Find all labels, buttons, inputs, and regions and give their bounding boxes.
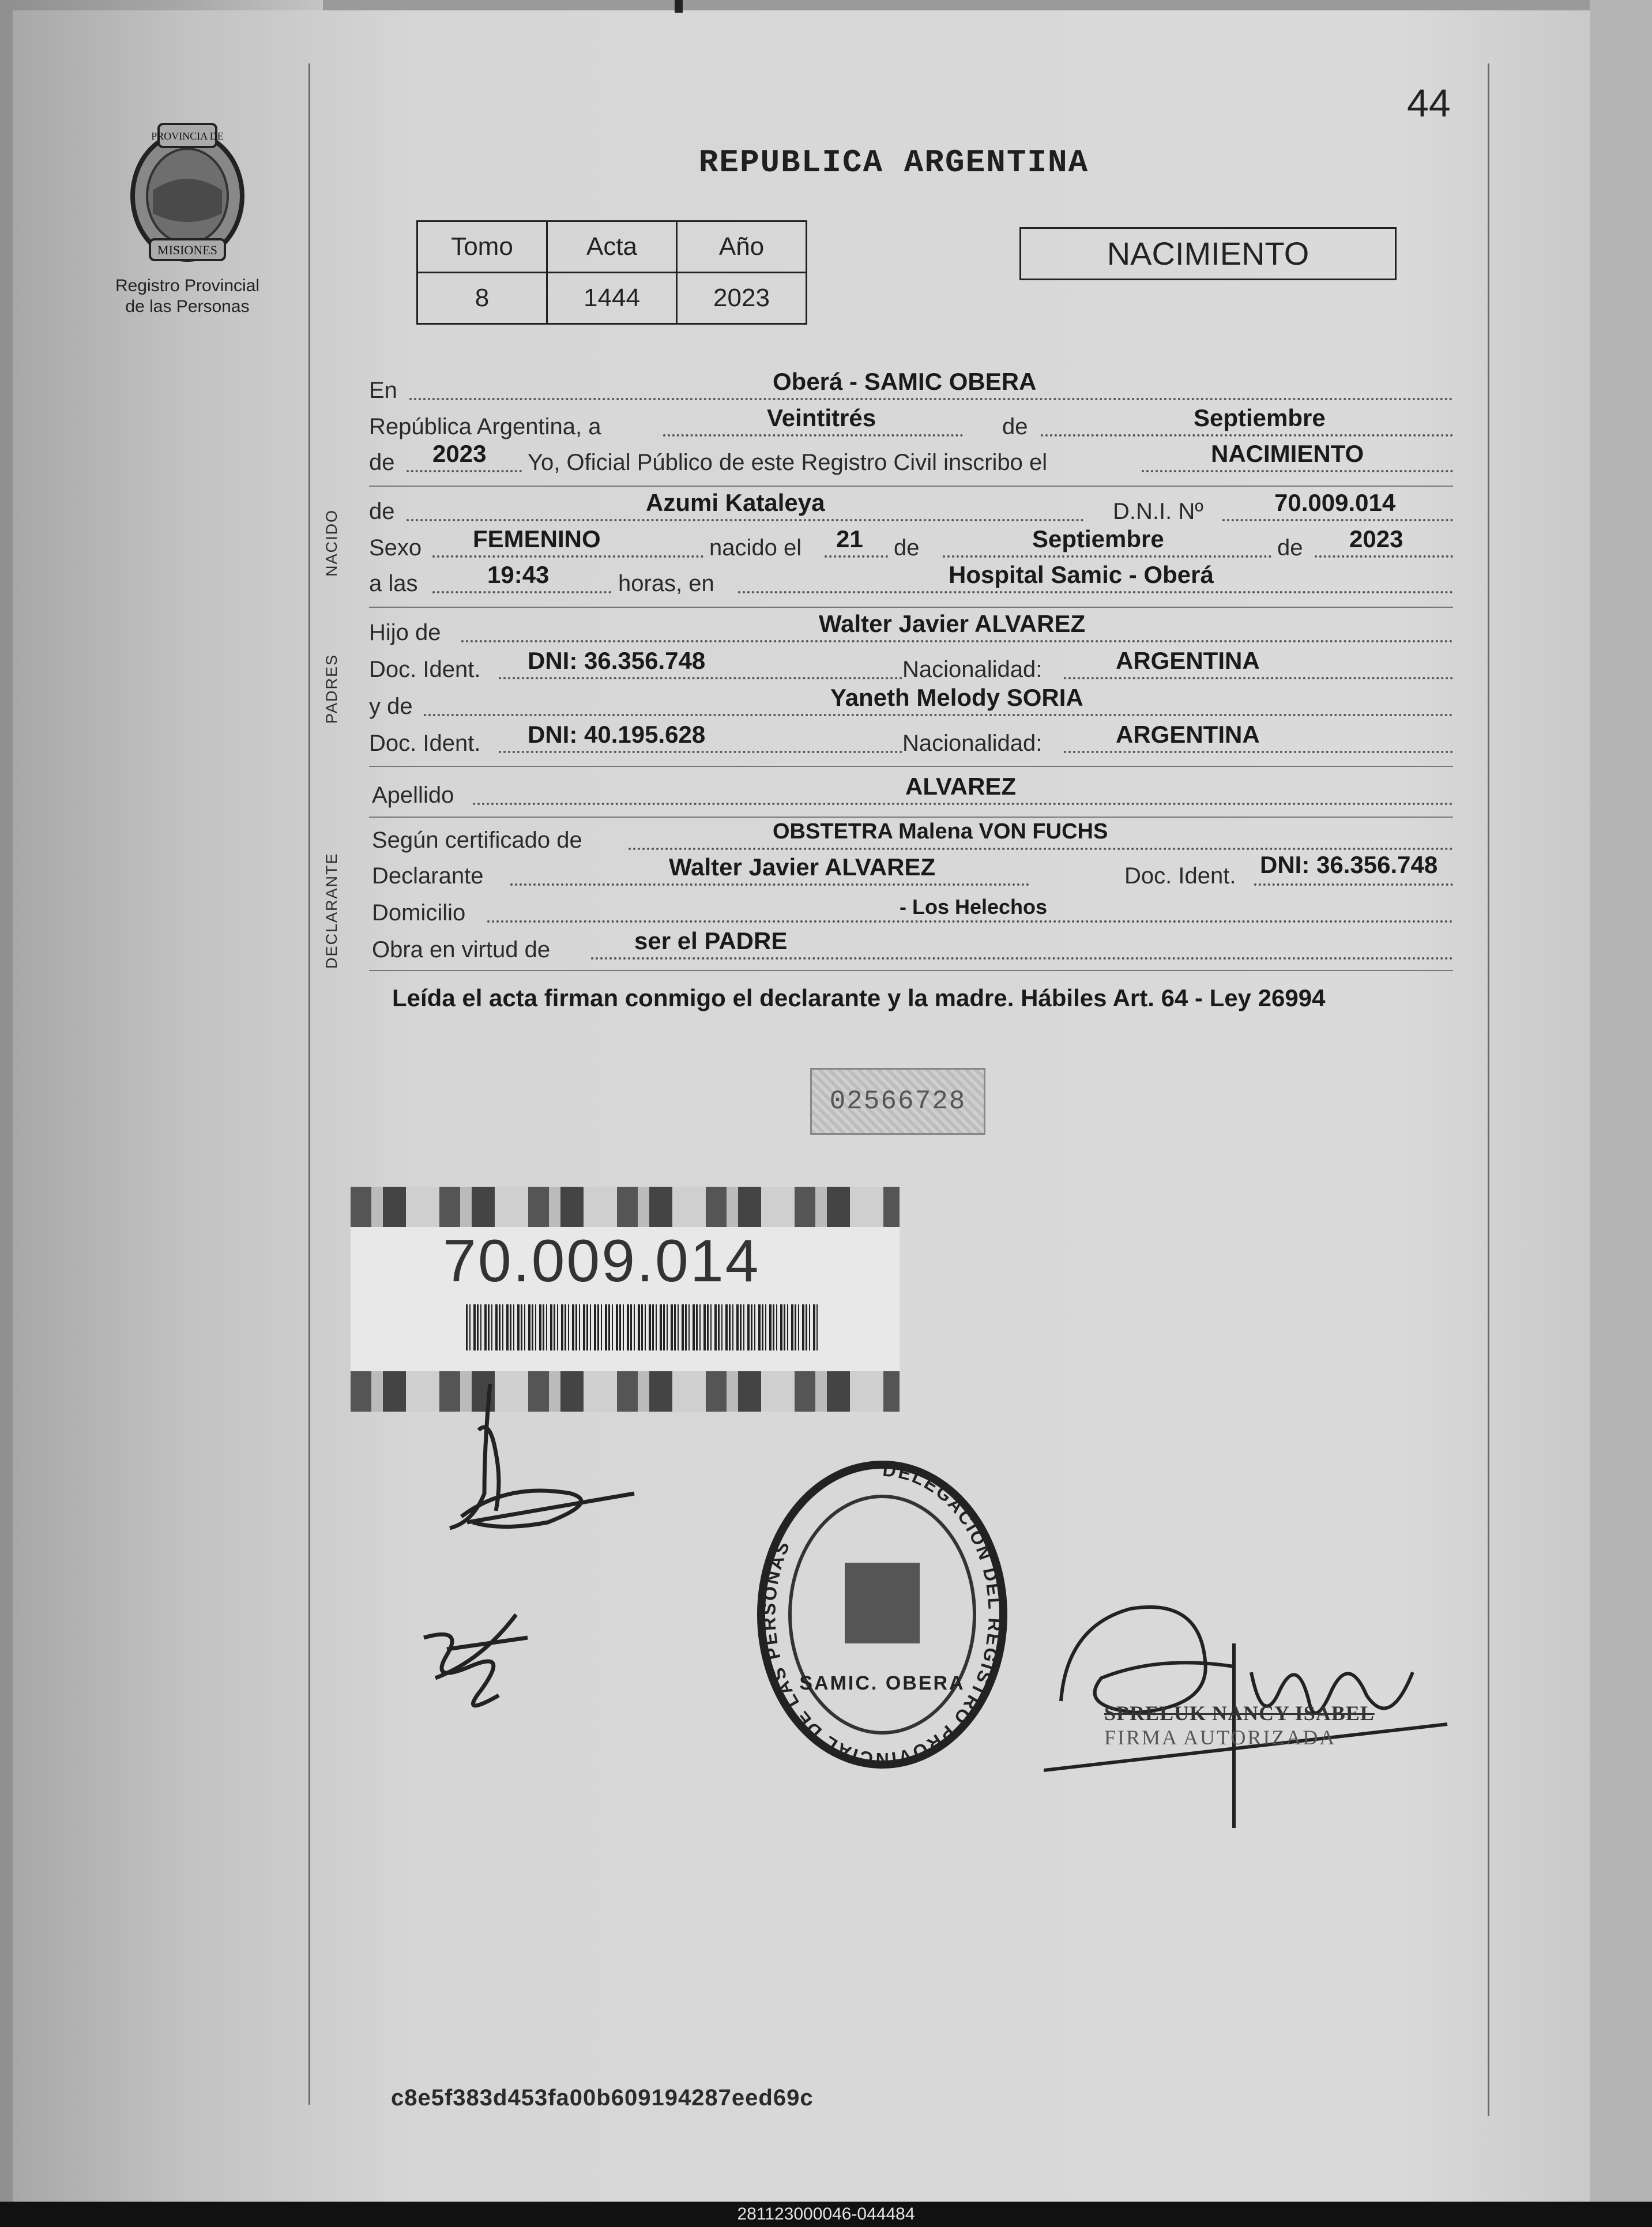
field-label: Yo, Oficial Público de este Registro Civil inscribo el bbox=[528, 450, 1048, 475]
document-page bbox=[13, 10, 1590, 2202]
field-value: 21 bbox=[836, 525, 863, 552]
field-value: NACIMIENTO bbox=[1211, 440, 1364, 467]
section-divider bbox=[369, 486, 1453, 487]
field-label: Doc. Ident. bbox=[369, 657, 481, 682]
table-cell: 1444 bbox=[547, 273, 677, 324]
field-label: y de bbox=[369, 694, 413, 719]
section-divider bbox=[369, 817, 1453, 818]
form-line bbox=[369, 369, 1453, 404]
signature-madre-icon bbox=[412, 1603, 539, 1724]
field-value: Hospital Samic - Oberá bbox=[949, 561, 1214, 588]
table-cell: 2023 bbox=[677, 273, 807, 324]
field-value: ser el PADRE bbox=[634, 927, 788, 954]
section-divider bbox=[369, 970, 1453, 971]
serial-stamp: 02566728 bbox=[810, 1068, 985, 1135]
field-value: ARGENTINA bbox=[1116, 721, 1260, 748]
field-value: 2023 bbox=[1349, 525, 1403, 552]
field-value: Septiembre bbox=[1194, 404, 1326, 431]
signature-declarante-icon bbox=[415, 1378, 646, 1545]
field-label: Doc. Ident. bbox=[1124, 863, 1236, 889]
form-line bbox=[369, 891, 1453, 926]
field-value: - Los Helechos bbox=[900, 895, 1048, 919]
field-label: Hijo de bbox=[369, 620, 441, 645]
field-value: DNI: 40.195.628 bbox=[528, 721, 706, 748]
registry-label: Registro Provincial de las Personas bbox=[115, 276, 260, 316]
table-header: Tomo bbox=[417, 221, 547, 273]
record-type-box: NACIMIENTO bbox=[1019, 227, 1397, 280]
field-label: de bbox=[1002, 414, 1028, 439]
field-label: nacido el bbox=[709, 535, 802, 560]
table-header: Acta bbox=[547, 221, 677, 273]
field-label: Nacionalidad: bbox=[902, 657, 1043, 682]
signature-oficial-icon bbox=[1044, 1557, 1459, 1834]
field-value: Septiembre bbox=[1032, 525, 1164, 552]
svg-text:MISIONES: MISIONES bbox=[157, 243, 217, 257]
field-label: D.N.I. Nº bbox=[1113, 499, 1203, 524]
field-label: de bbox=[1277, 535, 1303, 560]
page-title: REPUBLICA ARGENTINA bbox=[698, 144, 1089, 181]
field-label: Doc. Ident. bbox=[369, 731, 481, 756]
field-label: Nacionalidad: bbox=[902, 731, 1043, 756]
field-value: FEMENINO bbox=[473, 525, 601, 552]
province-seal-icon bbox=[118, 115, 257, 265]
field-label: de bbox=[369, 499, 395, 524]
form-line bbox=[369, 774, 1453, 808]
barcode-icon bbox=[466, 1304, 818, 1351]
record-table bbox=[416, 220, 807, 325]
field-label: Domicilio bbox=[372, 900, 466, 926]
form-line bbox=[369, 851, 1453, 889]
field-label: horas, en bbox=[618, 571, 714, 596]
field-value: DNI: 36.356.748 bbox=[1260, 851, 1438, 878]
section-divider bbox=[369, 607, 1453, 608]
form-line bbox=[369, 526, 1453, 561]
scan-edge bbox=[1590, 0, 1652, 2227]
field-label: En bbox=[369, 378, 397, 403]
field-value: 19:43 bbox=[487, 561, 550, 588]
form-line bbox=[369, 562, 1453, 597]
registry-seal-icon bbox=[752, 1453, 1012, 1770]
document-hash: c8e5f383d453fa00b609194287eed69c bbox=[391, 2085, 814, 2111]
field-value: OBSTETRA Malena VON FUCHS bbox=[773, 819, 1108, 844]
field-label: de bbox=[369, 450, 395, 475]
closing-text: Leída el acta firman conmigo el declarante y la madre. Hábiles Art. 64 - Ley 26994 bbox=[392, 984, 1326, 1011]
field-value: Azumi Kataleya bbox=[646, 489, 825, 516]
field-value: DNI: 36.356.748 bbox=[528, 647, 706, 674]
field-label: Sexo bbox=[369, 535, 422, 560]
section-label: PADRES bbox=[323, 653, 340, 724]
sticker-number: 70.009.014 bbox=[443, 1228, 761, 1295]
field-label: de bbox=[894, 535, 920, 560]
svg-text:PROVINCIA DE: PROVINCIA DE bbox=[151, 130, 224, 142]
field-value: ALVAREZ bbox=[905, 773, 1017, 800]
table-cell: 8 bbox=[417, 273, 547, 324]
table-header: Año bbox=[677, 221, 807, 273]
field-label: Obra en virtud de bbox=[372, 937, 551, 962]
field-value: Walter Javier ALVAREZ bbox=[819, 610, 1086, 637]
field-label: República Argentina, a bbox=[369, 414, 601, 439]
footer-code: 281123000046-044484 bbox=[0, 2202, 1652, 2227]
section-label: NACIDO bbox=[323, 509, 340, 577]
sticker-pattern bbox=[351, 1187, 900, 1227]
right-margin-line bbox=[1488, 63, 1489, 2116]
field-value: Yaneth Melody SORIA bbox=[830, 684, 1083, 711]
scan-mark bbox=[675, 0, 683, 13]
field-value: Oberá - SAMIC OBERA bbox=[773, 368, 1037, 395]
page-number: 44 bbox=[1407, 81, 1451, 125]
form-line bbox=[369, 722, 1453, 757]
field-label: Declarante bbox=[372, 863, 484, 889]
field-value: 70.009.014 bbox=[1274, 489, 1396, 516]
field-value: Veintitrés bbox=[767, 404, 876, 431]
form-line bbox=[369, 685, 1453, 720]
field-label: a las bbox=[369, 571, 418, 596]
field-value: ARGENTINA bbox=[1116, 647, 1260, 674]
form-line bbox=[369, 819, 1453, 853]
field-value: Walter Javier ALVAREZ bbox=[669, 853, 936, 881]
svg-text:DELEGACION DEL REGISTRO PROVIN: DELEGACION DEL REGISTRO PROVINCIAL DE LAS PERSONAS bbox=[758, 1459, 1006, 1770]
form-line bbox=[369, 405, 1453, 440]
section-divider bbox=[369, 766, 1453, 767]
form-line bbox=[369, 611, 1453, 646]
field-label: Apellido bbox=[372, 783, 454, 808]
form-line bbox=[369, 648, 1453, 683]
svg-text:SAMIC. OBERA: SAMIC. OBERA bbox=[799, 1672, 965, 1694]
form-line bbox=[369, 490, 1453, 525]
authorized-signer: SPRELUK NANCY ISABEL FIRMA AUTORIZADA bbox=[1104, 1702, 1375, 1749]
section-label: DECLARANTE bbox=[323, 852, 340, 969]
form-line bbox=[369, 928, 1453, 963]
form-line bbox=[369, 441, 1453, 476]
left-margin-line bbox=[308, 63, 310, 2105]
field-label: Según certificado de bbox=[372, 827, 582, 853]
field-value: 2023 bbox=[432, 440, 487, 467]
